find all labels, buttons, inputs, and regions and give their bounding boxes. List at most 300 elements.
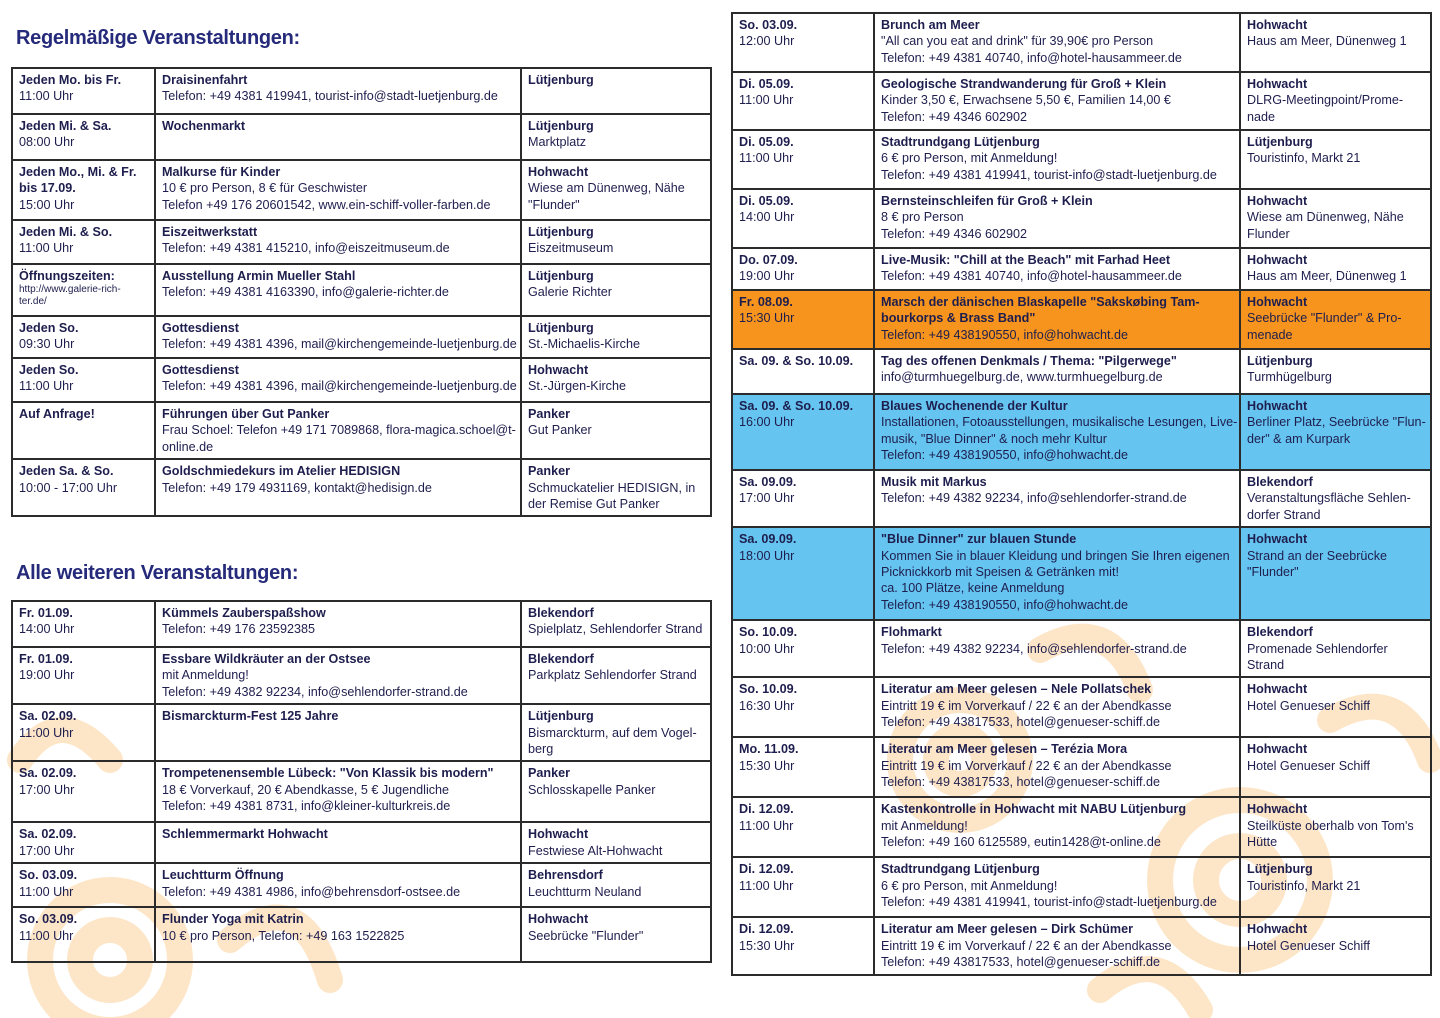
event-place-detail: Festwiese Alt-Hohwacht [528,843,663,858]
event-info-cell [874,130,1240,189]
event-date-cell [12,761,155,822]
event-link: ter.de/ [19,296,47,308]
event-info-cell [155,601,521,647]
event-date: Sa. 09.09. [739,475,797,489]
event-row [732,737,1431,797]
event-date-cell [12,601,155,647]
event-time: 15:00 Uhr [19,197,75,212]
event-detail: Frau Schoel: Telefon +49 171 7089868, flora-magica.schoel@t- [162,423,516,438]
event-place-detail: DLRG-Meetingpoint/Prome- [1247,93,1404,108]
event-row [12,822,711,863]
event-place-detail: Hotel Genueser Schiff [1247,938,1370,953]
event-place-detail: Flunder [1247,226,1290,241]
event-info-cell [874,917,1240,975]
event-date-cell [12,220,155,264]
event-title: Live-Musik: "Chill at the Beach" mit Farhad Heet [881,253,1171,267]
event-date: Di. 12.09. [739,922,794,937]
event-time: 15:30 Uhr [739,758,795,773]
event-place-cell [1240,189,1431,248]
event-place-cell [1240,72,1431,130]
event-place-detail: Eiszeitmuseum [528,241,614,256]
event-title: Bernsteinschleifen für Groß + Klein [881,194,1093,208]
event-place-detail: nade [1247,109,1276,124]
event-row [732,72,1431,130]
event-date-cell [732,527,874,620]
event-date-cell [732,248,874,290]
event-place: Hohwacht [1247,922,1308,937]
event-time: 11:00 Uhr [19,89,74,104]
event-detail: Telefon: +49 4381 4396, mail@kirchengemeinde-luetjenburg.de [162,379,517,394]
event-detail: 8 € pro Person [881,210,964,225]
event-detail: Telefon: +49 4381 419941, tourist-info@stadt-luetjenburg.de [162,89,498,104]
event-info-cell [874,857,1240,917]
event-row [732,620,1431,677]
event-row [732,470,1431,527]
event-info-cell [874,13,1240,72]
event-place-detail: Spielplatz, Sehlendorfer Strand [528,622,703,637]
event-place-detail: Haus am Meer, Dünenweg 1 [1247,34,1407,49]
event-place-cell [1240,130,1431,189]
event-date-cell [12,114,155,160]
event-place-cell [521,761,711,822]
event-place-cell [1240,470,1431,527]
event-detail: Telefon: +49 438190550, info@hohwacht.de [881,448,1129,463]
event-place: Hohwacht [1247,77,1308,91]
event-place-cell [521,358,711,402]
event-row [732,857,1431,917]
event-place-cell [1240,677,1431,737]
event-info-cell [874,737,1240,797]
event-title: Gottesdienst [162,321,239,335]
event-detail: mit Anmeldung! [881,818,968,833]
event-row [732,290,1431,349]
event-info-cell [874,248,1240,290]
event-title: Trompetenensemble Lübeck: "Von Klassik bis modern" [162,766,494,781]
event-detail: 10 € pro Person, Telefon: +49 163 1522825 [162,928,405,943]
event-date: Jeden Mi. & So. [19,225,113,239]
event-detail: Telefon: +49 4381 419941, tourist-info@stadt-luetjenburg.de [881,895,1217,910]
event-place-cell [521,863,711,907]
event-info-cell [874,394,1240,470]
event-place-cell [1240,349,1431,394]
event-info-cell [874,677,1240,737]
event-time: 17:00 Uhr [19,843,75,858]
event-title: Kastenkontrolle in Hohwacht mit NABU Lütjenburg [881,802,1187,817]
event-place-detail: Parkplatz Sehlendorfer Strand [528,668,697,683]
event-date: Jeden Sa. & So. [19,464,114,479]
event-detail: 18 € Vorverkauf, 20 € Abendkasse, 5 € Jugendliche [162,782,450,797]
event-place-cell [1240,620,1431,677]
event-detail: mit Anmeldung! [162,668,249,683]
event-detail: Telefon: +49 4382 92234, info@sehlendorfer-strand.de [881,641,1187,656]
event-place: Lütjenburg [528,269,594,283]
event-row [732,394,1431,470]
event-detail: Telefon: +49 43817533, hotel@genueser-schiff.de [881,715,1160,730]
event-date-cell [732,737,874,797]
event-info-cell [155,160,521,220]
event-time: 11:00 Uhr [19,884,74,899]
event-place-detail: Leuchtturm Neuland [528,884,642,899]
event-time: 08:00 Uhr [19,135,75,150]
event-info-cell [874,797,1240,857]
event-place-cell [1240,394,1431,470]
event-row [12,316,711,358]
event-title: Literatur am Meer gelesen – Nele Pollatschek [881,682,1152,697]
event-title: Ausstellung Armin Mueller Stahl [162,269,356,283]
event-info-cell [155,647,521,704]
event-time: 16:30 Uhr [739,698,795,713]
event-detail: Telefon: +49 438190550, info@hohwacht.de [881,327,1129,342]
event-time: 11:00 Uhr [19,725,74,740]
event-detail: Telefon: +49 4381 419941, tourist-info@stadt-luetjenburg.de [881,167,1217,182]
event-place-detail: Hütte [1247,835,1278,850]
event-place-cell [521,68,711,114]
event-time: 17:00 Uhr [739,491,795,506]
event-place-cell [521,114,711,160]
event-place-detail: Seebrücke "Flunder" & Pro- [1247,311,1402,326]
event-time: 11:00 Uhr [739,878,794,893]
event-time: 16:00 Uhr [739,415,795,430]
event-detail: Kommen Sie in blauer Kleidung und bringen Sie Ihren eigenen [881,548,1230,563]
event-date-cell [12,358,155,402]
event-info-cell [155,264,521,316]
event-date: Sa. 02.09. [19,709,77,724]
event-info-cell [155,358,521,402]
event-link: http://www.galerie-rich- [19,284,121,296]
event-detail: 6 € pro Person, mit Anmeldung! [881,878,1058,893]
event-row [12,459,711,516]
event-detail: Telefon: +49 4381 4163390, info@galerie-richter.de [162,285,449,300]
event-date-cell [12,402,155,459]
event-detail: Telefon: +49 4381 40740, info@hotel-hausammeer.de [881,50,1182,65]
event-row [12,907,711,962]
event-place-detail: der" & am Kurpark [1247,431,1351,446]
event-date-cell [12,68,155,114]
event-place: Hohwacht [528,912,589,927]
regular-events-table [11,67,712,517]
event-place: Panker [528,464,571,479]
event-place-detail: Hotel Genueser Schiff [1247,758,1370,773]
event-place-cell [521,316,711,358]
event-date: Mo. 11.09. [739,742,799,757]
event-place-detail: der Remise Gut Panker [528,497,660,512]
event-time: 17:00 Uhr [19,782,75,797]
event-info-cell [874,349,1240,394]
event-place-cell [1240,248,1431,290]
event-title: "Blue Dinner" zur blauen Stunde [881,532,1077,547]
event-row [12,160,711,220]
event-date: So. 10.09. [739,682,798,697]
event-time: 19:00 Uhr [739,269,795,284]
event-date-cell [12,316,155,358]
event-time: 11:00 Uhr [19,241,74,256]
event-info-cell [155,822,521,863]
event-place: Hohwacht [1247,742,1308,757]
event-place-detail: Galerie Richter [528,285,612,300]
event-time: 11:00 Uhr [19,379,74,394]
event-time: 15:30 Uhr [739,311,795,326]
event-info-cell [874,72,1240,130]
event-place-detail: "Flunder" [528,197,580,212]
event-date-cell [12,647,155,704]
event-title: Gottesdienst [162,363,239,377]
event-title: Flunder Yoga mit Katrin [162,912,304,927]
event-place: Behrensdorf [528,868,603,883]
further-events-table-right [731,12,1432,976]
event-place-detail: Bismarckturm, auf dem Vogel- [528,725,697,740]
event-place-detail: menade [1247,327,1293,342]
event-date: Di. 12.09. [739,862,794,877]
event-info-cell [155,68,521,114]
event-date-cell [12,704,155,761]
event-time: 11:00 Uhr [739,818,794,833]
event-title: Musik mit Markus [881,475,987,489]
event-place: Hohwacht [1247,399,1308,413]
event-info-cell [874,290,1240,349]
event-date-cell [732,290,874,349]
event-date: Sa. 02.09. [19,766,77,781]
event-date-cell [732,349,874,394]
event-detail: ca. 100 Plätze, keine Anmeldung [881,581,1065,596]
event-place-cell [521,647,711,704]
event-date-cell [12,264,155,316]
event-date-cell [12,160,155,220]
event-detail: Telefon: +49 438190550, info@hohwacht.de [881,597,1129,612]
event-date: Do. 07.09. [739,253,798,267]
event-place: Blekendorf [1247,475,1313,489]
further-events-table-left [11,600,712,963]
event-place-cell [1240,527,1431,620]
event-time: 11:00 Uhr [739,93,794,108]
event-title: Essbare Wildkräuter an der Ostsee [162,652,371,666]
event-info-cell [874,620,1240,677]
event-title: Stadtrundgang Lütjenburg [881,862,1040,877]
event-date-cell [732,917,874,975]
event-place: Lütjenburg [1247,354,1313,368]
event-info-cell [155,402,521,459]
event-time: 14:00 Uhr [739,210,795,225]
event-place-detail: Touristinfo, Markt 21 [1247,151,1361,166]
event-detail: Telefon: +49 4346 602902 [881,109,1028,124]
event-time: 12:00 Uhr [739,34,795,49]
event-detail: Telefon: +49 4381 40740, info@hotel-hausammeer.de [881,269,1182,284]
event-place-detail: Seebrücke "Flunder" [528,928,644,943]
event-title-cont: bourkorps & Brass Band" [881,311,1036,326]
event-detail: Eintritt 19 € im Vorverkauf / 22 € an der Abendkasse [881,698,1172,713]
event-date: Jeden So. [19,321,79,335]
event-place-detail: St.-Jürgen-Kirche [528,379,626,394]
event-title: Literatur am Meer gelesen – Terézia Mora [881,742,1128,757]
event-place: Hohwacht [528,165,589,179]
event-place-cell [1240,857,1431,917]
event-row [732,248,1431,290]
event-place-detail: dorfer Strand [1247,507,1321,522]
event-detail: Telefon: +49 4381 4396, mail@kirchengemeinde-luetjenburg.de [162,337,517,352]
event-place-detail: Hotel Genueser Schiff [1247,698,1370,713]
event-title: Blaues Wochenende der Kultur [881,399,1068,413]
event-place-detail: Schmuckatelier HEDISIGN, in [528,480,696,495]
event-title: Brunch am Meer [881,18,980,32]
event-place-cell [521,601,711,647]
event-place: Hohwacht [1247,802,1308,817]
event-place-detail: St.-Michaelis-Kirche [528,337,640,352]
event-detail: Telefon: +49 176 23592385 [162,622,316,637]
event-row [12,402,711,459]
event-detail: Picknickkorb mit Speisen & Getränken mit! [881,565,1119,580]
event-title: Leuchtturm Öffnung [162,868,284,883]
event-detail: "All can you eat and drink" für 39,90€ pro Person [881,34,1154,49]
event-row [732,677,1431,737]
event-info-cell [155,761,521,822]
event-date-cell [732,394,874,470]
event-info-cell [155,863,521,907]
event-time: 14:00 Uhr [19,622,75,637]
event-row [732,189,1431,248]
event-date-cell [732,189,874,248]
event-place: Hohwacht [528,827,589,842]
event-detail: Installationen, Fotoausstellungen, musikalische Lesungen, Live- [881,415,1238,430]
event-detail: Telefon: +49 4381 4986, info@behrensdorf-ostsee.de [162,884,461,899]
event-place-cell [1240,797,1431,857]
event-place-detail: Turmhügelburg [1247,370,1332,385]
event-date: Jeden Mi. & Sa. [19,119,112,133]
event-date-cell [732,797,874,857]
event-detail: 10 € pro Person, 8 € für Geschwister [162,181,368,196]
further-events-heading: Alle weiteren Veranstaltungen: [16,562,299,584]
event-place-detail: Veranstaltungsfläche Sehlen- [1247,491,1411,506]
event-place: Lütjenburg [528,709,594,724]
event-place-detail: Touristinfo, Markt 21 [1247,878,1361,893]
event-place: Lütjenburg [1247,135,1313,149]
event-row [12,264,711,316]
event-date-cell [732,130,874,189]
event-date-cell [12,907,155,962]
event-title: Eiszeitwerkstatt [162,225,258,239]
event-date-cell [732,857,874,917]
event-place: Blekendorf [528,606,594,620]
event-date-cell [732,13,874,72]
event-place: Hohwacht [1247,295,1308,309]
event-place-cell [521,459,711,516]
event-title: Bismarckturm-Fest 125 Jahre [162,709,339,724]
event-date: Fr. 01.09. [19,606,73,620]
event-row [12,647,711,704]
event-row [12,601,711,647]
event-place: Panker [528,766,571,781]
event-row [12,68,711,114]
event-date: Sa. 09. & So. 10.09. [739,354,854,368]
event-info-cell [874,470,1240,527]
event-place-detail: Schlosskapelle Panker [528,782,656,797]
event-detail: Telefon: +49 43817533, hotel@genueser-schiff.de [881,955,1160,970]
event-info-cell [874,527,1240,620]
event-row [732,349,1431,394]
event-row [12,863,711,907]
event-info-cell [155,114,521,160]
event-date: Auf Anfrage! [19,407,95,421]
event-detail: online.de [162,439,214,454]
event-place-cell [1240,737,1431,797]
event-detail: Telefon: +49 160 6125589, eutin1428@t-online.de [881,835,1161,850]
event-title: Schlemmermarkt Hohwacht [162,827,328,842]
event-title: Führungen über Gut Panker [162,407,330,421]
event-date: Sa. 02.09. [19,827,77,842]
event-row [732,917,1431,975]
event-place: Hohwacht [1247,194,1308,208]
event-date: Di. 05.09. [739,77,794,91]
event-date: Sa. 09.09. [739,532,797,547]
event-place-cell [521,160,711,220]
event-place-detail: Wiese am Dünenweg, Nähe [528,181,685,196]
event-place-cell [1240,917,1431,975]
event-date-cell [12,822,155,863]
event-row [12,704,711,761]
event-row [12,761,711,822]
event-detail: Eintritt 19 € im Vorverkauf / 22 € an der Abendkasse [881,938,1172,953]
event-place-detail: Promenade Sehlendorfer [1247,641,1388,656]
event-date-cell [732,72,874,130]
event-date-cell [732,470,874,527]
event-place: Hohwacht [1247,253,1308,267]
event-place: Lütjenburg [528,321,594,335]
event-date: Fr. 08.09. [739,295,793,309]
event-place-detail: Strand an der Seebrücke [1247,548,1388,563]
event-date: Öffnungszeiten: [19,269,115,283]
event-title: Draisinenfahrt [162,73,248,87]
event-date: So. 10.09. [739,625,798,640]
event-detail: musik, "Blue Dinner" & noch mehr Kultur [881,431,1107,446]
event-place-detail: "Flunder" [1247,565,1299,580]
event-place: Hohwacht [1247,682,1308,697]
event-title: Malkurse für Kinder [162,165,281,179]
event-date: Di. 12.09. [739,802,794,817]
event-row [732,13,1431,72]
event-place-detail: Wiese am Dünenweg, Nähe [1247,210,1404,225]
event-place: Hohwacht [1247,18,1308,32]
event-date: Di. 05.09. [739,194,794,208]
event-date: Fr. 01.09. [19,652,73,666]
event-place: Panker [528,407,571,421]
event-date: bis 17.09. [19,181,76,196]
event-date: Jeden Mo. bis Fr. [19,73,122,87]
event-detail: Telefon: +49 4381 415210, info@eiszeitmuseum.de [162,241,450,256]
event-place-cell [521,907,711,962]
event-time: 15:30 Uhr [739,938,795,953]
event-title: Marsch der dänischen Blaskapelle "Sakskøbing Tam- [881,295,1200,309]
event-time: 19:00 Uhr [19,668,75,683]
event-info-cell [874,189,1240,248]
event-place: Blekendorf [1247,625,1313,640]
event-place: Lütjenburg [528,73,594,87]
event-date-cell [12,863,155,907]
event-date: So. 03.09. [19,868,78,883]
event-detail: Telefon: +49 179 4931169, kontakt@hedisign.de [162,480,432,495]
event-info-cell [155,907,521,962]
event-detail: Eintritt 19 € im Vorverkauf / 22 € an der Abendkasse [881,758,1172,773]
event-row [12,220,711,264]
event-detail: Telefon: +49 43817533, hotel@genueser-schiff.de [881,775,1160,790]
event-place: Lütjenburg [528,225,594,239]
event-place: Lütjenburg [528,119,594,133]
event-place-detail: Haus am Meer, Dünenweg 1 [1247,269,1407,284]
event-info-cell [155,220,521,264]
event-date: So. 03.09. [19,912,78,927]
event-date: Jeden So. [19,363,79,377]
event-time: 11:00 Uhr [739,151,794,166]
event-title: Goldschmiedekurs im Atelier HEDISIGN [162,464,401,479]
event-detail: Kinder 3,50 €, Erwachsene 5,50 €, Familien 14,00 € [881,93,1171,108]
event-row [732,527,1431,620]
